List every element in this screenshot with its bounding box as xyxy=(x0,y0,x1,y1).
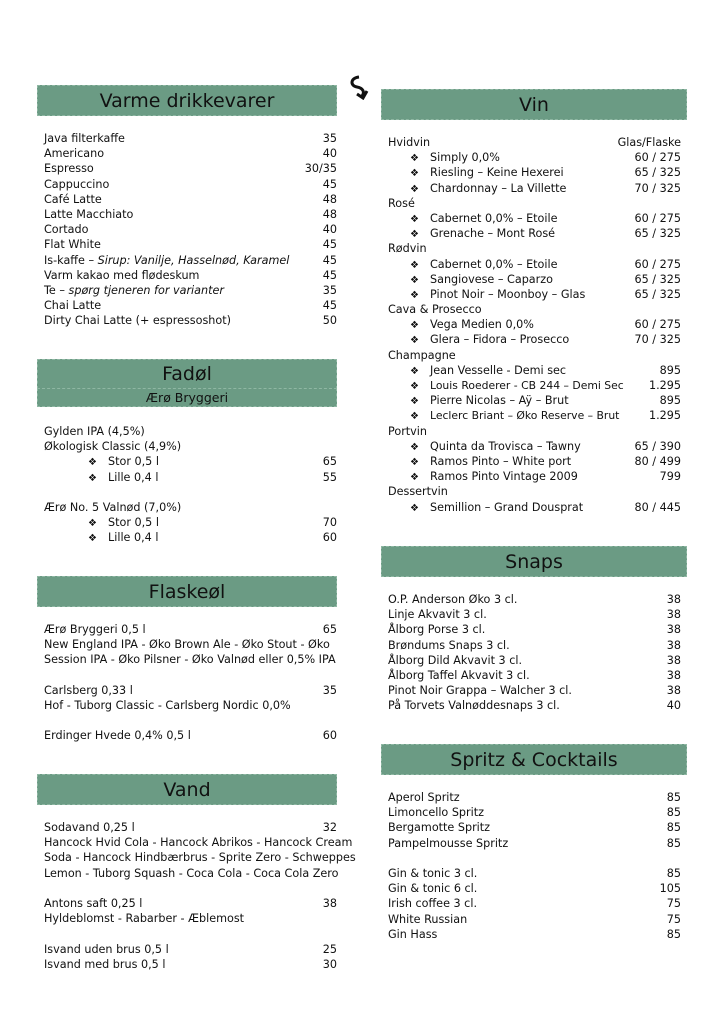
list-category: Hvidvin Glas/Flaske xyxy=(388,136,681,149)
list-item: O.P. Anderson Øko 3 cl. 38 xyxy=(388,593,681,606)
list-item: ❖ Pierre Nicolas – Aÿ – Brut 895 xyxy=(388,393,681,408)
list-category: Cava & Prosecco xyxy=(388,303,482,317)
list-item: Irish coffee 3 cl. 75 xyxy=(388,897,681,911)
fadol-list xyxy=(44,424,337,546)
list-item: Pampelmousse Spritz 85 xyxy=(388,836,681,850)
list-item: ❖ Vega Medien 0,0% 60 / 275 xyxy=(388,317,681,332)
list-item: Brøndums Snaps 3 cl. 38 xyxy=(388,638,681,652)
list-item: ❖ Pinot Noir – Moonboy – Glas 65 / 325 xyxy=(388,287,681,302)
list-item: Cortado 40 xyxy=(44,223,337,237)
list-item: ❖ Chardonnay – La Villette 70 / 325 xyxy=(388,181,681,196)
list-item: Antons saft 0,25 l 38 xyxy=(44,896,337,910)
vin-list xyxy=(388,135,681,515)
column-header: Glas/Flaske xyxy=(617,136,681,149)
section-title-vand: Vand xyxy=(163,778,211,801)
item-note: Sirup: Vanilje, Hasselnød, Karamel xyxy=(97,253,290,267)
list-item: Ærø No. 5 Valnød (7,0%) xyxy=(44,500,182,514)
list-item: Carlsberg 0,33 l 35 xyxy=(44,683,337,697)
list-item: Isvand med brus 0,5 l 30 xyxy=(44,957,337,971)
list-item: Soda - Hancock Hindbærbrus - Sprite Zero - Schweppes xyxy=(44,851,356,865)
list-item: Is-kaffe – Sirup: Vanilje, Hasselnød, Karamel 45 xyxy=(44,253,337,267)
item-note: spørg tjeneren for varianter xyxy=(68,283,224,297)
list-item: Linje Akvavit 3 cl. 38 xyxy=(388,608,681,622)
section-banner-fadol xyxy=(37,359,337,389)
list-item: ❖ Quinta da Trovisca – Tawny 65 / 390 xyxy=(388,439,681,454)
section-title-varme: Varme drikkevarer xyxy=(99,89,275,112)
section-title-fadol: Fadøl xyxy=(162,363,212,385)
section-title-vin: Vin xyxy=(519,93,549,116)
list-item: Latte Macchiato 48 xyxy=(44,207,337,221)
list-item: Bergamotte Spritz 85 xyxy=(388,821,681,835)
section-banner-vin xyxy=(381,89,687,120)
section-banner-varme xyxy=(37,85,337,116)
list-item: ❖ Leclerc Briant – Øko Reserve – Brut 1.295 xyxy=(388,408,681,423)
list-item: På Torvets Valnøddesnaps 3 cl. 40 xyxy=(388,699,681,713)
section-banner-flaske xyxy=(37,576,337,607)
list-item: Varm kakao med flødeskum 45 xyxy=(44,268,337,282)
list-item: ❖ Cabernet 0,0% – Etoile 60 / 275 xyxy=(388,257,681,272)
varme-list xyxy=(44,131,337,328)
list-item: Isvand uden brus 0,5 l 25 xyxy=(44,942,337,956)
list-item: ❖ Ramos Pinto Vintage 2009 799 xyxy=(388,469,681,484)
list-item: ❖ Semillion – Grand Dousprat 80 / 445 xyxy=(388,500,681,515)
list-item: Americano 40 xyxy=(44,147,337,161)
list-item: Java filterkaffe 35 xyxy=(44,132,337,145)
list-item: ❖ Riesling – Keine Hexerei 65 / 325 xyxy=(388,165,681,180)
list-item: ❖ Simply 0,0% 60 / 275 xyxy=(388,150,681,165)
flaske-list xyxy=(44,622,337,744)
list-item: Limoncello Spritz 85 xyxy=(388,806,681,820)
list-item: Aperol Spritz 85 xyxy=(388,791,681,804)
list-item: ❖ Lille 0,4 l 55 xyxy=(44,470,337,485)
snaps-list xyxy=(388,592,681,714)
list-item: Ålborg Dild Akvavit 3 cl. 38 xyxy=(388,653,681,667)
list-item: Ærø Bryggeri 0,5 l 65 xyxy=(44,623,337,636)
list-item: Hancock Hvid Cola - Hancock Abrikos - Hancock Cream xyxy=(44,836,353,850)
section-title-flaske: Flaskeøl xyxy=(148,580,226,603)
section-banner-spritz xyxy=(381,744,687,775)
list-item: ❖ Lille 0,4 l 60 xyxy=(44,530,337,545)
list-item: Gin & tonic 6 cl. 105 xyxy=(388,882,681,896)
list-item: Erdinger Hvede 0,4% 0,5 l 60 xyxy=(44,729,337,743)
list-item: Te – spørg tjeneren for varianter 35 xyxy=(44,283,337,297)
list-item: Gin Hass 85 xyxy=(388,927,681,941)
list-category: Champagne xyxy=(388,348,456,362)
list-item: Sodavand 0,25 l 32 xyxy=(44,821,337,834)
list-item: Hof - Tuborg Classic - Carlsberg Nordic 0,0% xyxy=(44,698,291,712)
list-item: Café Latte 48 xyxy=(44,192,337,206)
list-item: ❖ Cabernet 0,0% – Etoile 60 / 275 xyxy=(388,211,681,226)
list-item: ❖ Stor 0,5 l 70 xyxy=(44,515,337,530)
list-item: Session IPA - Øko Pilsner - Øko Valnød eller 0,5% IPA xyxy=(44,653,336,667)
list-item: ❖ Sangiovese – Caparzo 65 / 325 xyxy=(388,272,681,287)
list-item: Cappuccino 45 xyxy=(44,177,337,191)
list-item: Flat White 45 xyxy=(44,238,337,252)
list-item: Espresso 30/35 xyxy=(44,162,337,176)
list-item: Gin & tonic 3 cl. 85 xyxy=(388,866,681,880)
list-item: Dirty Chai Latte (+ espressoshot) 50 xyxy=(44,314,337,328)
curved-arrow-icon xyxy=(347,74,373,100)
list-item: ❖ Jean Vesselle - Demi sec 895 xyxy=(388,363,681,378)
list-item: Lemon - Tuborg Squash - Coca Cola - Coca Cola Zero xyxy=(44,866,339,880)
list-category: Portvin xyxy=(388,424,427,438)
list-item: Pinot Noir Grappa – Walcher 3 cl. 38 xyxy=(388,684,681,698)
section-title-spritz: Spritz & Cocktails xyxy=(450,748,618,771)
list-item: ❖ Louis Roederer - CB 244 – Demi Sec 1.295 xyxy=(388,378,681,393)
section-banner-vand xyxy=(37,774,337,805)
section-subtitle-fadol: Ærø Bryggeri xyxy=(37,388,337,407)
list-item: New England IPA - Øko Brown Ale - Øko Stout - Øko xyxy=(44,638,330,652)
list-category: Dessertvin xyxy=(388,485,448,499)
list-item: Hyldeblomst - Rabarber - Æblemost xyxy=(44,912,245,926)
list-item: ❖ Stor 0,5 l 65 xyxy=(44,454,337,469)
list-item: Gylden IPA (4,5%) xyxy=(44,425,145,438)
list-item: ❖ Grenache – Mont Rosé 65 / 325 xyxy=(388,226,681,241)
list-item: White Russian 75 xyxy=(388,912,681,926)
list-item: ❖ Ramos Pinto – White port 80 / 499 xyxy=(388,454,681,469)
list-item: Chai Latte 45 xyxy=(44,299,337,313)
list-item: Ålborg Taffel Akvavit 3 cl. 38 xyxy=(388,668,681,682)
list-item: Ålborg Porse 3 cl. 38 xyxy=(388,623,681,637)
section-banner-snaps xyxy=(381,546,687,577)
section-title-snaps: Snaps xyxy=(505,550,563,573)
spritz-list xyxy=(388,790,681,942)
list-item: ❖ Glera – Fidora – Prosecco 70 / 325 xyxy=(388,332,681,347)
list-item: Økologisk Classic (4,9%) xyxy=(44,440,182,454)
list-category: Rødvin xyxy=(388,242,427,256)
vand-list xyxy=(44,820,356,972)
list-category: Rosé xyxy=(388,196,415,210)
